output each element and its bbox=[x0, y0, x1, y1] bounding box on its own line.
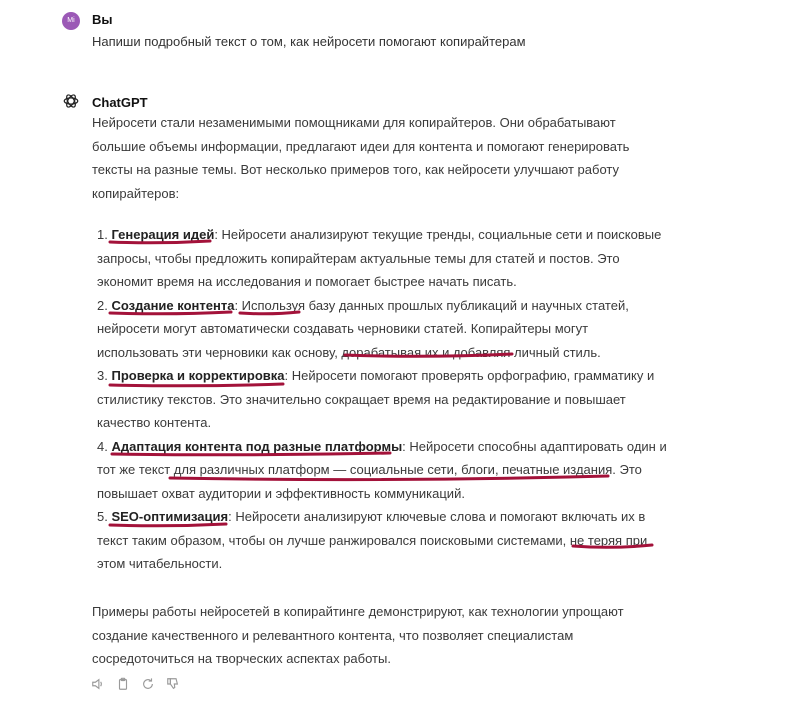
item-title: Адаптация контента под разные платформы bbox=[111, 438, 403, 454]
item-number: 3. bbox=[97, 368, 108, 383]
outro-line: создание качественного и релевантного контента, что позволяет специалистам bbox=[92, 627, 574, 643]
intro-line: Нейросети стали незаменимыми помощниками для копирайтеров. Они обрабатывают bbox=[92, 115, 616, 130]
item-text: запросы, чтобы предложить копирайтерам актуальные темы для статей и постов. Это bbox=[97, 250, 620, 266]
item-text: : Используя базу данных прошлых публикаций и научных статей, bbox=[234, 297, 629, 313]
intro-line: тексты на разные темы. Вот несколько примеров того, как нейросети улучшают работу bbox=[92, 162, 619, 177]
user-name: Вы bbox=[92, 12, 113, 27]
item-text: повышает охват аудитории и эффективность коммуникаций. bbox=[97, 485, 465, 501]
outro-line: Примеры работы нейросетей в копирайтинге демонстрируют, как технологии упрощают bbox=[92, 604, 624, 619]
assistant-name: ChatGPT bbox=[92, 95, 148, 110]
list-item bbox=[97, 505, 667, 576]
item-number: 4. bbox=[97, 438, 108, 454]
item-title: SEO-оптимизация bbox=[111, 509, 229, 524]
item-text: текст таким образом, чтобы он лучше ранжировался поисковыми системами, не теряя при bbox=[97, 532, 648, 548]
item-text: экономит время на исследования и помогает быстрее начать писать. bbox=[97, 274, 517, 289]
message-actions bbox=[90, 676, 181, 692]
list-item bbox=[97, 435, 667, 506]
list-item bbox=[97, 364, 667, 435]
item-title: Создание контента bbox=[111, 297, 235, 313]
item-title: Проверка и корректировка bbox=[111, 368, 285, 383]
intro-line: большие объемы информации, предлагают идеи для контента и помогают генерировать bbox=[92, 138, 630, 154]
item-text: качество контента. bbox=[97, 415, 212, 430]
item-text: использовать эти черновики как основу, дорабатывая их и добавляя личный стиль. bbox=[97, 344, 601, 360]
thumbs-down-icon[interactable] bbox=[165, 676, 181, 692]
item-text: : Нейросети анализируют текущие тренды, социальные сети и поисковые bbox=[214, 227, 662, 242]
assistant-outro bbox=[92, 600, 652, 671]
item-number: 5. bbox=[97, 509, 108, 524]
item-text: нейросети могут автоматически создавать черновики статей. Копирайтеры могут bbox=[97, 321, 589, 336]
regenerate-icon[interactable] bbox=[140, 676, 156, 692]
item-text: тот же текст для различных платформ — социальные сети, блоги, печатные издания. Это bbox=[97, 462, 642, 477]
examples-list bbox=[97, 223, 667, 576]
item-text: : Нейросети способны адаптировать один и bbox=[402, 438, 667, 454]
item-text: : Нейросети помогают проверять орфографию, грамматику и bbox=[284, 368, 655, 383]
item-text: этом читабельности. bbox=[97, 556, 223, 571]
list-item bbox=[97, 294, 667, 365]
list-item bbox=[97, 223, 667, 294]
assistant-intro bbox=[92, 111, 652, 205]
intro-line: копирайтеров: bbox=[92, 185, 180, 201]
user-avatar: Mi bbox=[62, 12, 80, 30]
copy-icon[interactable] bbox=[115, 676, 131, 692]
item-text: стилистику текстов. Это значительно сокращает время на редактирование и повышает bbox=[97, 391, 626, 407]
outro-line: сосредоточиться на творческих аспектах работы. bbox=[92, 651, 391, 666]
item-number: 1. bbox=[97, 227, 108, 242]
user-message: Напиши подробный текст о том, как нейросети помогают копирайтерам bbox=[92, 34, 526, 49]
speaker-icon[interactable] bbox=[90, 676, 106, 692]
item-text: : Нейросети анализируют ключевые слова и помогают включать их в bbox=[228, 509, 646, 524]
item-number: 2. bbox=[97, 297, 108, 313]
item-title: Генерация идей bbox=[111, 227, 215, 242]
chatgpt-logo-icon bbox=[62, 92, 80, 110]
